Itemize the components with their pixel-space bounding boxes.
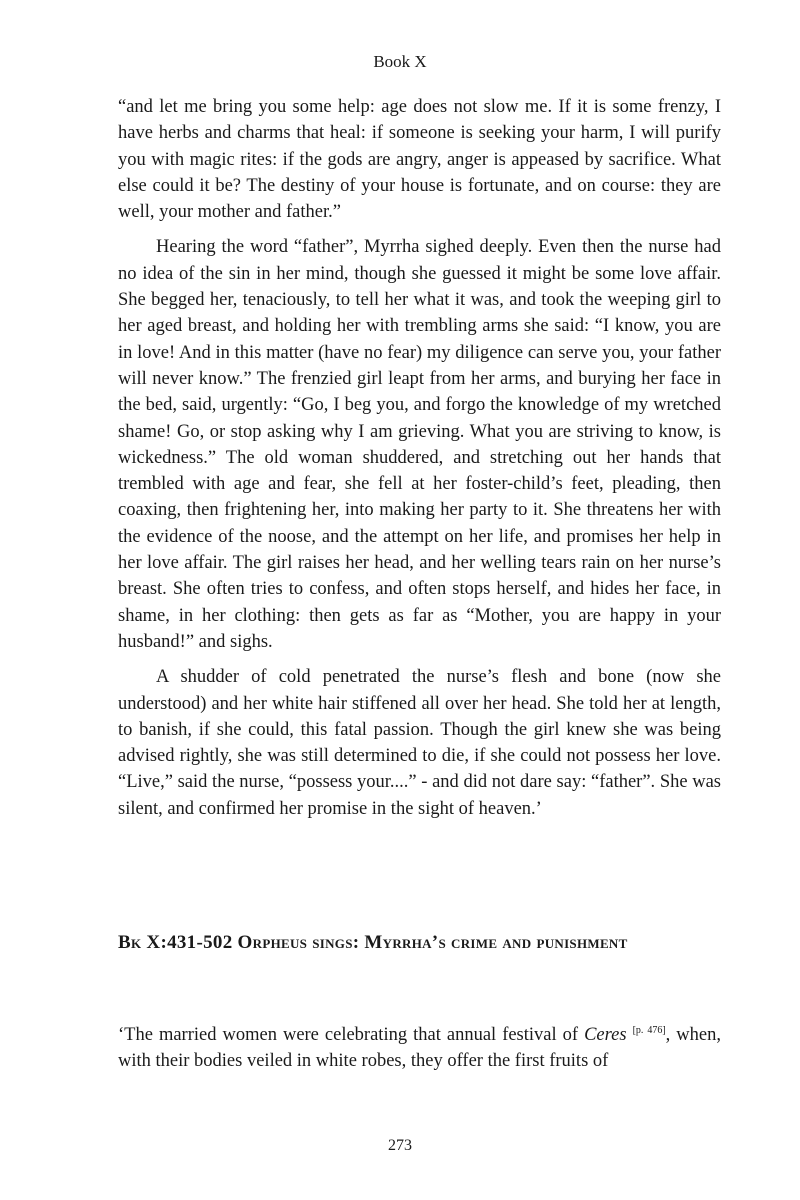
- section-text-end: , when, with their bodies veiled in white robes, they offer the first fruits of: [118, 1025, 721, 1072]
- main-text: [118, 94, 721, 822]
- section-paragraph: [118, 1022, 721, 1075]
- page-reference-link[interactable]: [p. 476]: [632, 1024, 666, 1036]
- section-text: [118, 1022, 721, 1075]
- paragraph-3: A shudder of cold penetrated the nurse’s flesh and bone (now she understood) and her white hair stiffened all over her head. She told her at length, to banish, if she could, this fatal passion. Though the girl knew she was being advised rightly, she was still determined to die, if she could not possess her love. “Live,” said the nurse, “possess your....” - and did not dare say: “father”. She was silent, and confirmed her promise in the sight of heaven.’: [118, 667, 721, 819]
- section-heading: Bk X:431-502 Orpheus sings: Myrrha’s crime and punishment: [118, 932, 628, 953]
- running-head: Book X: [373, 52, 427, 71]
- italic-word: Ceres: [584, 1025, 627, 1045]
- page-number: 273: [388, 1137, 412, 1154]
- paragraph-2: Hearing the word “father”, Myrrha sighed deeply. Even then the nurse had no idea of the sin in her mind, though she guessed it might be some love affair. She begged her, tenaciously, to tell her what it was, and took the weeping girl to her aged breast, and holding her with trembling arms she said: “I know, you are in love! And in this matter (have no fear) my diligence can serve you, your father will never know.” The frenzied girl leapt from her arms, and burying her face in the bed, said, urgently: “Go, I beg you, and forgo the knowledge of my wretched shame! Go, or stop asking why I am grieving. What you are striving to know, is wickedness.” The old woman shuddered, and stretching out her hands that trembled with age and fear, she fell at her foster-child’s feet, pleading, then coaxing, then frightening her, into making her party to it. She threatens her with the evidence of the noose, and the attempt on her life, and promises her help in her love affair. The girl raises her head, and her welling tears rain on her nurse’s breast. She often tries to confess, and often stops herself, and hides her face, in shame, in her clothing: then gets as far as “Mother, you are happy in your husband!” and sighs.: [118, 237, 721, 652]
- section-text-start: ‘The married women were celebrating that annual festival of: [118, 1025, 585, 1045]
- paragraph-1: “and let me bring you some help: age does not slow me. If it is some frenzy, I have herbs and charms that heal: if someone is seeking your harm, I will purify you with magic rites: if the gods are angry, anger is appeased by sacrifice. What else could it be? The destiny of your house is fortunate, and on course: they are well, your mother and father.”: [118, 97, 721, 223]
